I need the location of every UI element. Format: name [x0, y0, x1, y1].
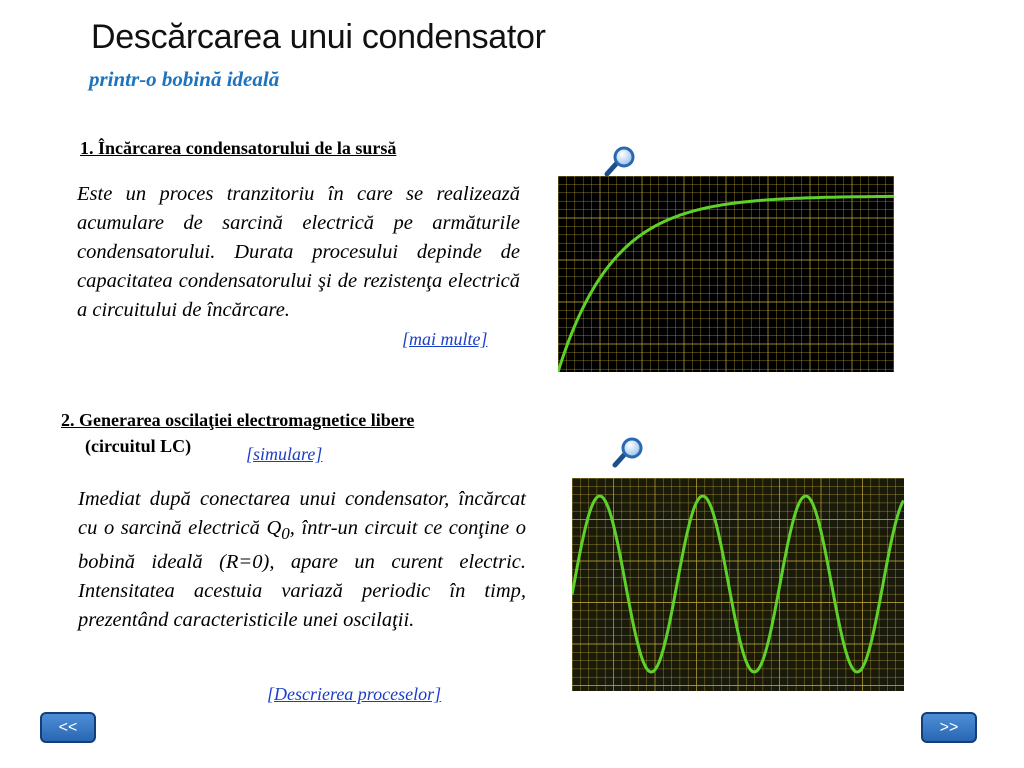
slide-title: Descărcarea unui condensator — [91, 18, 546, 56]
oscilloscope-grid — [572, 478, 904, 691]
prev-slide-button[interactable]: << — [40, 712, 96, 743]
section2-text-part2: , într-un circuit ce conţine o bobină ideală (R=0), apare un curent electric. Intensitatea acestuia variază periodic în timp, prezentând caracteristicile unei oscilaţii. — [78, 517, 526, 632]
magnifier-icon[interactable] — [612, 436, 646, 468]
oscillation-oscilloscope — [572, 478, 904, 691]
simulation-link[interactable]: [simulare] — [246, 444, 323, 464]
magnifier-icon[interactable] — [604, 145, 638, 177]
next-slide-button[interactable]: >> — [921, 712, 977, 743]
slide-subtitle: printr-o bobină ideală — [89, 67, 280, 91]
charging-curve-oscilloscope — [558, 176, 894, 372]
q0-subscript: 0 — [281, 524, 290, 544]
section1-heading: 1. Încărcarea condensatorului de la sursă — [80, 138, 397, 158]
section1-text: Este un proces tranzitoriu în care se realizează acumulare de sarcină electrică pe armăturile condensatorului. Durata procesului depinde de capacitatea condensatorului şi de rezistenţa electrică a circuitului de încărcare. — [77, 183, 520, 321]
section2-text-part1: Imediat după conectarea unui condensator, încărcat cu o sarcină electrică Q — [78, 488, 526, 539]
section2-text — [78, 485, 526, 635]
more-link[interactable]: [mai multe] — [402, 329, 488, 349]
process-description-link[interactable]: [Descrierea proceselor] — [267, 684, 442, 704]
section2-heading: 2. Generarea oscilaţiei electromagnetice libere — [61, 410, 415, 430]
section2-heading-cont: (circuitul LC) — [85, 436, 192, 456]
